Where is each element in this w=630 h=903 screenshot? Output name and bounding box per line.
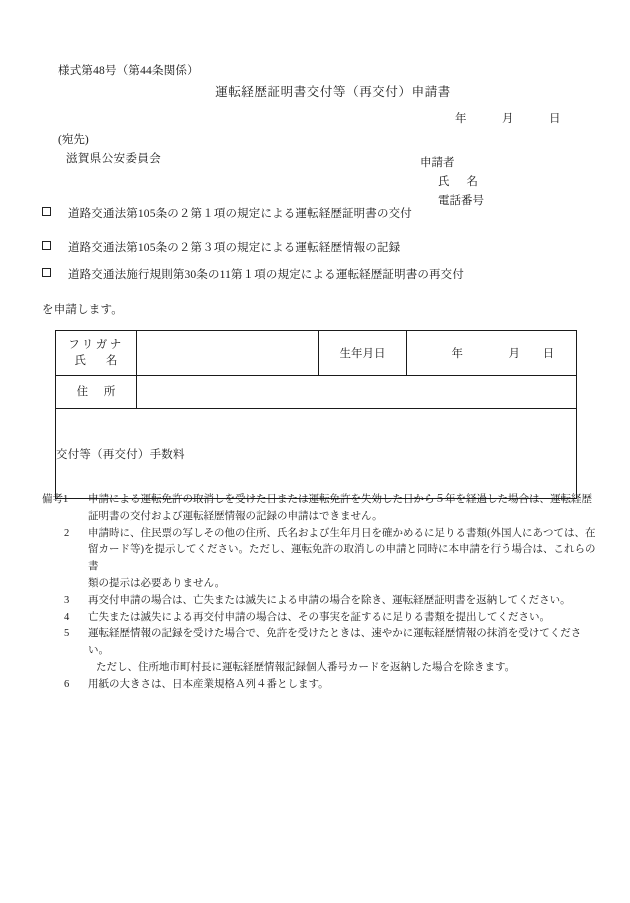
dob-input-cell[interactable] <box>407 331 577 376</box>
dob-month-label: 月 <box>508 348 520 360</box>
note-line: 運転経歴情報の記録を受けた場合で、免許を受けたときは、速やかに運転経歴情報の抹消を受けてください。 <box>88 628 582 657</box>
fee-cell[interactable] <box>56 409 577 499</box>
addressee-label: (宛先) <box>58 134 89 146</box>
applicant-name-label: 氏 名 <box>438 176 478 188</box>
checkbox-icon[interactable] <box>42 241 51 250</box>
table-row-address <box>56 376 577 409</box>
note-line: 申請による運転免許の取消しを受けた日または運転免許を失効した日から５年を経過した場合は、運転経歴 <box>88 494 592 505</box>
applicant-phone-label: 電話番号 <box>438 195 484 207</box>
form-code: 様式第48号（第44条関係） <box>58 65 199 77</box>
note-body <box>88 626 598 676</box>
note-marker: 備考1 <box>42 494 69 505</box>
option-record-information[interactable] <box>42 239 400 255</box>
note-line: 再交付申請の場合は、亡失または滅失による申請の場合を除き、運転経歴証明書を返納してください。 <box>88 594 571 606</box>
note-line: 亡失または滅失による再交付申請の場合は、その事実を証するに足りる書類を提出してください。 <box>88 611 550 623</box>
note-marker: 3 <box>64 594 70 606</box>
dob-label-cell: 生年月日 <box>319 331 407 376</box>
note-item-5 <box>42 626 598 676</box>
name-label-cell <box>56 331 137 376</box>
option-label: 道路交通法第105条の２第１項の規定による運転経歴証明書の交付 <box>68 208 412 220</box>
furigana-label: フリガナ <box>68 339 124 351</box>
checkbox-icon[interactable] <box>42 207 51 216</box>
option-label: 道路交通法第105条の２第３項の規定による運転経歴情報の記録 <box>68 242 401 254</box>
option-reissue-certificate[interactable] <box>42 266 464 282</box>
option-label: 道路交通法施行規則第30条の11第１項の規定による運転経歴証明書の再交付 <box>68 269 464 281</box>
note-body <box>88 610 598 627</box>
note-marker: 5 <box>64 628 70 640</box>
name-input-cell[interactable] <box>137 331 319 376</box>
date-month-label: 月 <box>502 113 514 125</box>
table-row-name <box>56 331 577 376</box>
note-item-1 <box>42 492 598 526</box>
checkbox-icon[interactable] <box>42 268 51 277</box>
note-body <box>88 492 598 526</box>
note-line: 留カード等)を提示してください。ただし、運転免許の取消しの申請と同時に本申請を行う場合は、これらの書 <box>88 544 596 573</box>
note-line: ただし、住所地市町村長に運転経歴情報記録個人番号カードを返納した場合を除きます。 <box>96 661 516 673</box>
addressee-name: 滋賀県公安委員会 <box>66 153 162 165</box>
note-body <box>88 677 598 694</box>
note-item-2 <box>42 526 598 593</box>
note-line: 用紙の大きさは、日本産業規格Ａ列４番とします。 <box>88 678 329 690</box>
apply-statement: を申請します。 <box>42 304 123 316</box>
submission-date-line <box>455 110 561 126</box>
note-marker: 4 <box>64 611 70 623</box>
applicant-block <box>420 154 484 211</box>
address-input-cell[interactable] <box>137 376 577 409</box>
note-line: 証明書の交付および運転経歴情報の記録の申請はできません。 <box>88 510 383 522</box>
address-label-cell: 住 所 <box>56 376 137 409</box>
note-marker: 2 <box>64 527 70 539</box>
note-item-6 <box>42 677 598 694</box>
notes-section <box>42 492 598 694</box>
option-issue-certificate[interactable] <box>42 205 412 221</box>
note-item-4 <box>42 610 598 627</box>
applicant-details-table <box>55 330 577 499</box>
date-year-label: 年 <box>455 113 467 125</box>
table-row-fee <box>56 409 577 499</box>
date-day-label: 日 <box>549 113 561 125</box>
note-line: 類の提示は必要ありません。 <box>88 577 226 589</box>
name-label: 氏 名 <box>74 355 118 367</box>
applicant-heading: 申請者 <box>420 157 455 169</box>
note-body <box>88 593 598 610</box>
note-item-3 <box>42 593 598 610</box>
page-title: 運転経歴証明書交付等（再交付）申請書 <box>215 85 451 99</box>
note-marker: 6 <box>64 678 70 690</box>
dob-year-label: 年 <box>451 348 463 360</box>
fee-label: 交付等（再交付）手数料 <box>56 448 185 461</box>
note-body <box>88 526 598 593</box>
note-line: 申請時に、住民票の写しその他の住所、氏名および生年月日を確かめるに足りる書類(外国人にあつては、在 <box>88 527 596 539</box>
dob-day-label: 日 <box>542 348 555 360</box>
